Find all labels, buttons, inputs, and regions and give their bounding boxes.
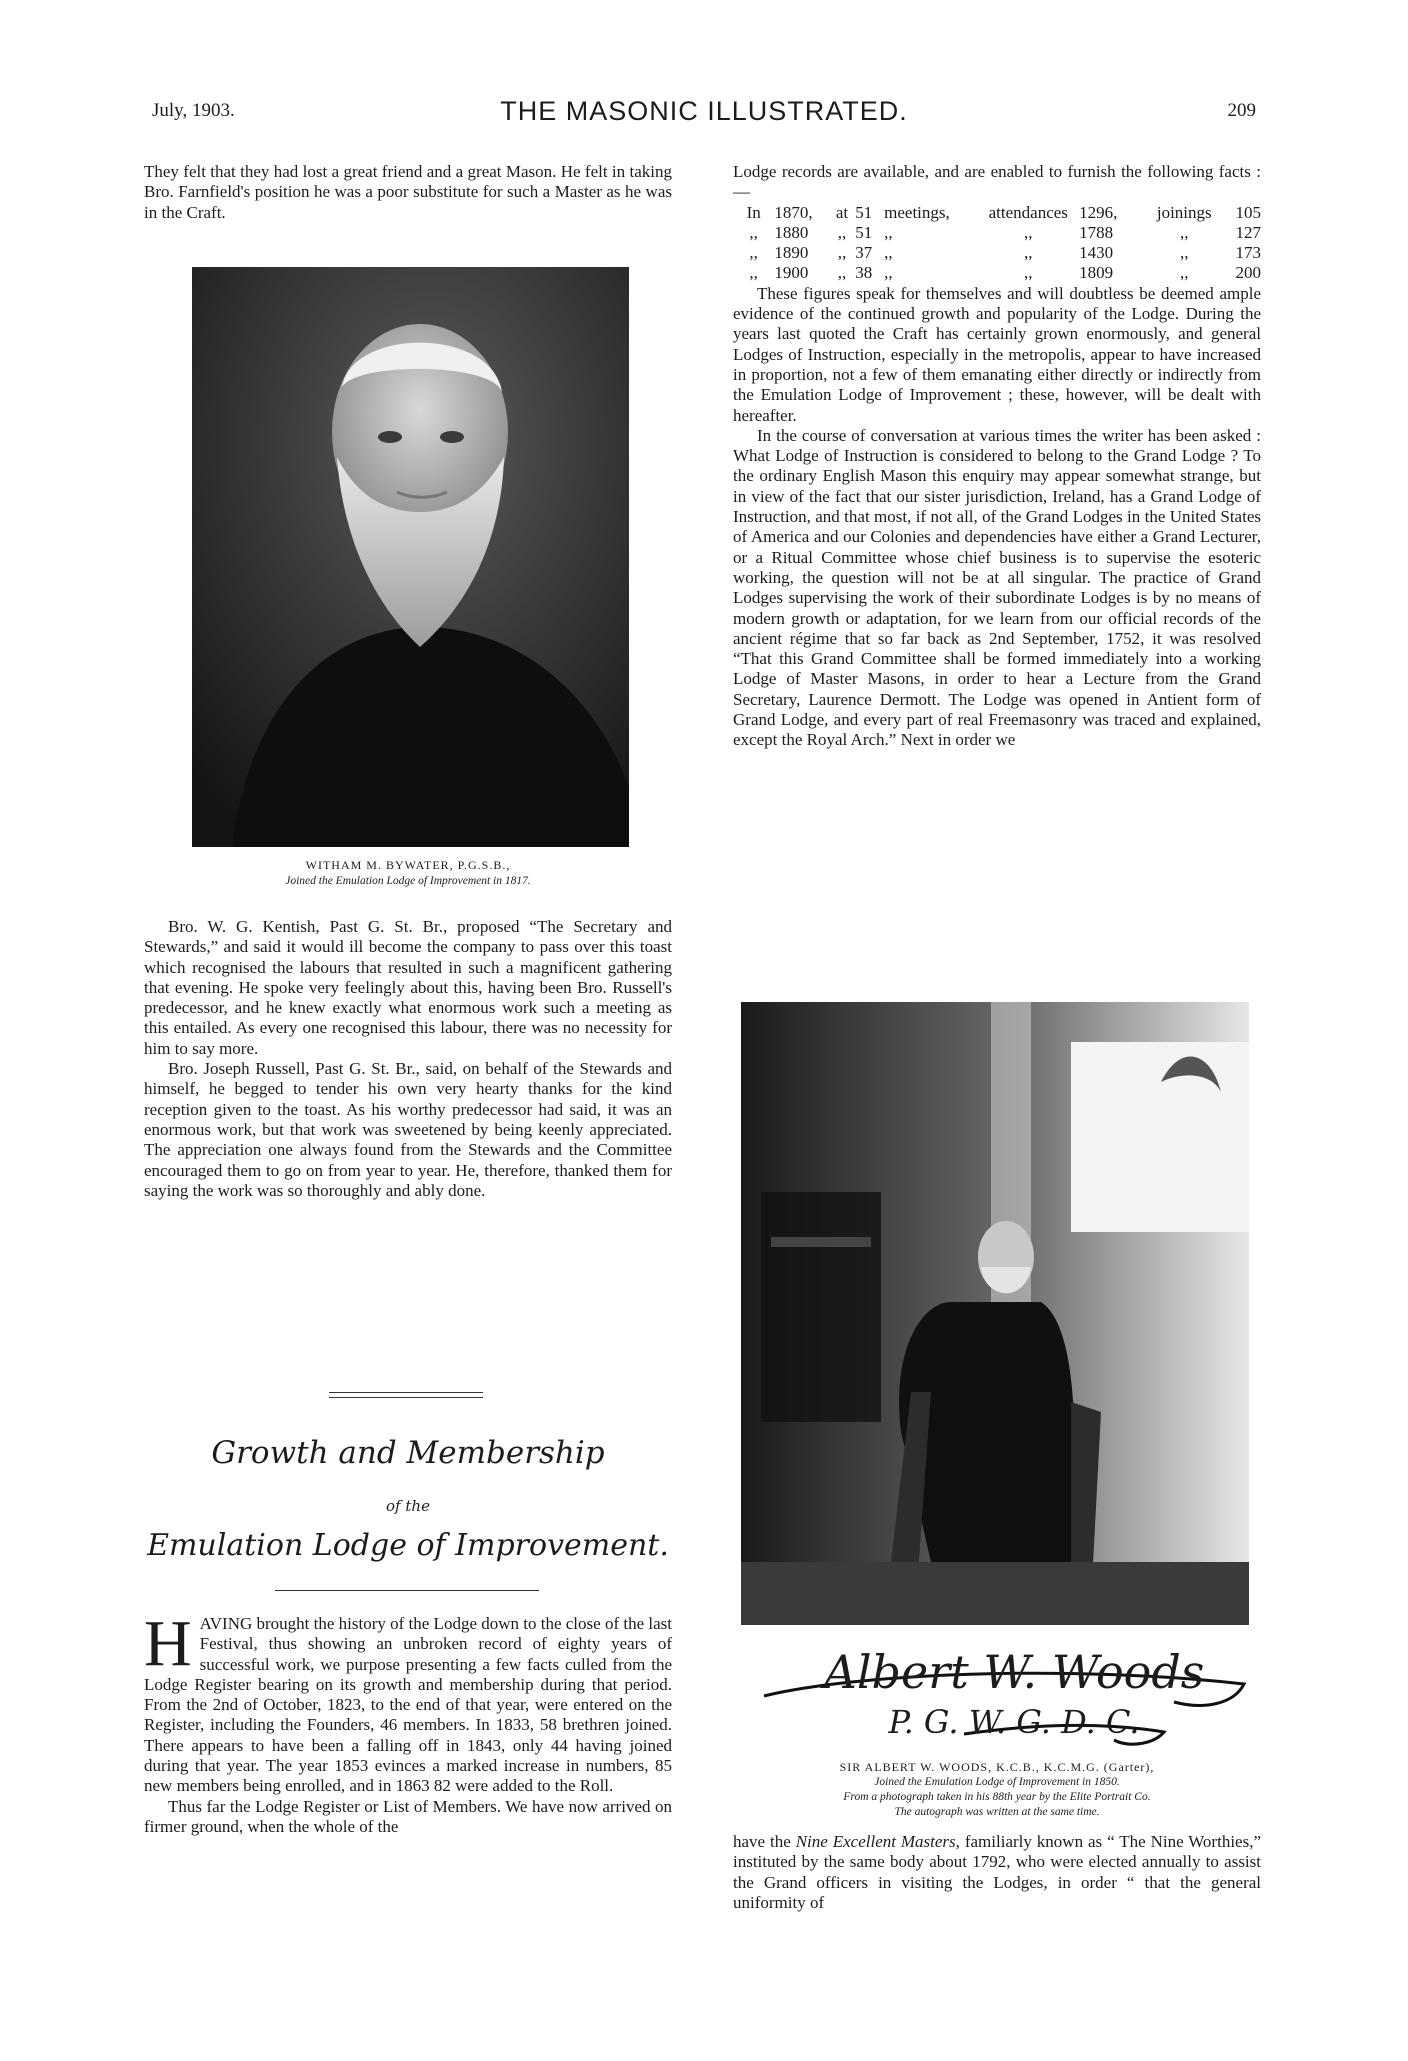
portrait-bywater-illustration: [192, 267, 629, 847]
nine-masters-emphasis: Nine Excellent Masters,: [795, 1832, 960, 1851]
paragraph-kentish: Bro. W. G. Kentish, Past G. St. Br., proposed “The Secretary and Stewards,” and said it would ill become the company to pass over this toast which recognised the labours that resulted in such a magnificent gathering that evening. He spoke very feelingly about this, having been Bro. Russell's predecessor, and he knew exactly what enormous work such a meeting as this entailed. As every one recognised this labour, there was no necessity for him to say more.: [144, 917, 672, 1058]
portrait-woods-illustration: [741, 1002, 1249, 1625]
attendance-cell-year: 1870,: [774, 202, 813, 222]
paragraph-having: HAVING brought the history of the Lodge down to the close of the last Festival, thus showing an unbroken record of eighty years of successful work, we purpose presenting a few facts culled from the Lodge Register bearing on its growth and membership during that period. From the 2nd of October, 1823, to the end of that year, were entered on the Register, including the Founders, 46 members. In 1833, 58 brethren joined. There appears to have been a falling off in 1843, only 44 having joined during that year. The year 1853 evinces a marked increase in numbers, 85 new members being enrolled, and in 1863 82 were added to the Roll.: [144, 1607, 672, 1796]
section-heading-line3: Emulation Lodge of Improvement.: [147, 1528, 669, 1563]
heading-rule-bottom: [275, 1590, 539, 1591]
attendance-row: [733, 223, 1261, 243]
paragraph-nine-worthies: have the Nine Excellent Masters, familiarly known as “ The Nine Worthies,” instituted by the same body about 1792, who were elected annually to assist the Grand officers in visiting the Lodges, in order “ that the general uniformity of: [733, 1832, 1261, 1912]
attendance-cell-j-label: ,,: [1180, 243, 1189, 263]
attendance-cell-year: 1900: [774, 263, 809, 283]
attendance-cell-year: 1890: [774, 243, 809, 263]
attendance-cell-joinings: 200: [1235, 263, 1261, 283]
attendance-cell-m-label: ,,: [884, 243, 893, 263]
right-bottom: [733, 1832, 1261, 1913]
attendance-cell-m-label: ,,: [884, 263, 893, 283]
woods-caption-name: SIR ALBERT W. WOODS, K.C.B., K.C.M.G. (Garter),: [839, 1760, 1155, 1774]
page-header: [0, 96, 1408, 130]
publication-title: THE MASONIC ILLUSTRATED.: [500, 96, 908, 126]
caption-name: WITHAM M. BYWATER, P.G.S.B.,: [305, 858, 511, 872]
attendance-cell-year: 1880: [774, 222, 809, 242]
issue-date: July, 1903.: [152, 100, 235, 121]
attendance-table: [733, 203, 1261, 284]
attendance-cell-at: at: [835, 202, 849, 222]
attendance-cell-pre: In: [746, 202, 761, 222]
attendance-cell-pre: ,,: [749, 263, 758, 283]
caption-detail: Joined the Emulation Lodge of Improvement in 1817.: [285, 875, 531, 887]
attendance-cell-joinings: 173: [1235, 243, 1261, 263]
attendance-cell-meetings: 51: [855, 202, 873, 222]
attendance-cell-attendances: 1430: [1079, 243, 1114, 263]
right-top: [733, 162, 1261, 751]
section-heading-line2: of the: [386, 1497, 430, 1515]
attendance-cell-att-label: ,,: [1024, 263, 1033, 283]
paragraph-russell: Bro. Joseph Russell, Past G. St. Br., said, on behalf of the Stewards and himself, he begged to tender his own very hearty thanks for the kind reception given to the toast. As his worthy predecessor had said, it was an enormous work, but that work was sweetened by being keenly appreciated. The appreciation one always found from the Stewards and the Committee encouraged them to go on from year to year. He, therefore, thanked them for saying the work was so thoroughly and ably done.: [144, 1059, 672, 1200]
page-number: 209: [1227, 100, 1256, 121]
section-heading-line1: Growth and Membership: [211, 1435, 605, 1471]
right-intro-paragraph: Lodge records are available, and are enabled to furnish the following facts :—: [733, 162, 1261, 202]
attendance-row: [733, 263, 1261, 283]
paragraph-thus: Thus far the Lodge Register or List of Members. We have now arrived on firmer ground, when the whole of the: [144, 1796, 672, 1836]
autograph-title: P. G. W. G. D. C.: [888, 1703, 1140, 1741]
autograph-name: Albert W. Woods: [823, 1645, 1205, 1699]
paragraph-figures: These figures speak for themselves and will doubtless be deemed ample evidence of the continued growth and popularity of the Lodge. During the years last quoted the Craft has certainly grown enormously, and general Lodges of Instruction, especially in the metropolis, appear to have increased in proportion, not a few of them emanating either directly or indirectly from the Emulation Lodge of Improvement ; these, however, will be dealt with hereafter.: [733, 283, 1261, 425]
left-article: [144, 1607, 672, 1837]
attendance-cell-att-label: ,,: [1024, 222, 1033, 242]
attendance-cell-attendances: 1809: [1079, 263, 1114, 283]
portrait-woods: [741, 1002, 1249, 1625]
attendance-cell-at: ,,: [837, 263, 847, 283]
woods-caption-line2: Joined the Emulation Lodge of Improvement in 1850.: [874, 1776, 1120, 1788]
attendance-cell-pre: ,,: [749, 243, 758, 263]
attendance-cell-att-label: ,,: [1024, 243, 1033, 263]
attendance-cell-attendances: 1788: [1079, 222, 1114, 242]
portrait-bywater: [192, 267, 629, 847]
heading-rule-top: [329, 1392, 483, 1393]
attendance-row: [733, 203, 1261, 223]
attendance-cell-m-label: meetings,: [884, 202, 950, 222]
attendance-cell-joinings: 127: [1235, 222, 1261, 242]
woods-caption-line4: The autograph was written at the same time.: [894, 1806, 1100, 1818]
attendance-cell-meetings: 51: [855, 222, 873, 242]
woods-caption-line3: From a photograph taken in his 88th year by the Elite Portrait Co.: [843, 1791, 1151, 1803]
autograph: [734, 1644, 1262, 1752]
attendance-cell-att-label: attendances: [988, 202, 1068, 222]
attendance-cell-j-label: ,,: [1180, 222, 1189, 242]
intro-paragraph: They felt that they had lost a great friend and a great Mason. He felt in taking Bro. Farnfield's position he was a poor substitute for such a Master as he was in the Craft.: [144, 162, 672, 222]
attendance-cell-j-label: joinings: [1156, 202, 1212, 222]
left-toasts: [144, 917, 672, 1201]
attendance-cell-at: ,,: [837, 222, 847, 242]
attendance-cell-meetings: 38: [855, 263, 873, 283]
attendance-cell-at: ,,: [837, 243, 847, 263]
paragraph-course: In the course of conversation at various times the writer has been asked : What Lodge of Instruction is considered to belong to the Grand Lodge ? To the ordinary English Mason this enquiry may appear somewhat strange, but in view of the fact that our sister jurisdiction, Ireland, has a Grand Lodge of Instruction, and that most, if not all, of the Grand Lodges in the United States of America and our Colonies and dependencies have either a Grand Lecturer, or a Ritual Committee whose chief business is to supervise the esoteric working, the question will not be at all singular. The practice of Grand Lodges supervising the work of their subordinate Lodges is by no means of modern growth or adaptation, for we learn from our official records of the ancient régime that so far back as 2nd September, 1752, it was resolved “That this Grand Committee shall be formed immediately into a working Lodge of Master Masons, in order to hear a Lecture from the Grand Secretary, Laurence Dermott. The Lodge was opened in Antient form of Grand Lodge, and every part of real Freemasonry was traced and explained, except the Royal Arch.” Next in order we: [733, 425, 1261, 750]
left-intro: [144, 162, 672, 223]
attendance-cell-attendances: 1296,: [1079, 202, 1118, 222]
attendance-cell-meetings: 37: [855, 243, 873, 263]
heading-rule-top-2: [329, 1397, 483, 1398]
portrait-woods-caption: [733, 1760, 1261, 1820]
attendance-row: [733, 243, 1261, 263]
attendance-cell-j-label: ,,: [1180, 263, 1189, 283]
attendance-cell-m-label: ,,: [884, 222, 893, 242]
attendance-cell-joinings: 105: [1235, 202, 1261, 222]
drop-cap: H: [144, 1607, 192, 1680]
attendance-cell-pre: ,,: [749, 222, 758, 242]
portrait-bywater-caption: [144, 858, 672, 889]
